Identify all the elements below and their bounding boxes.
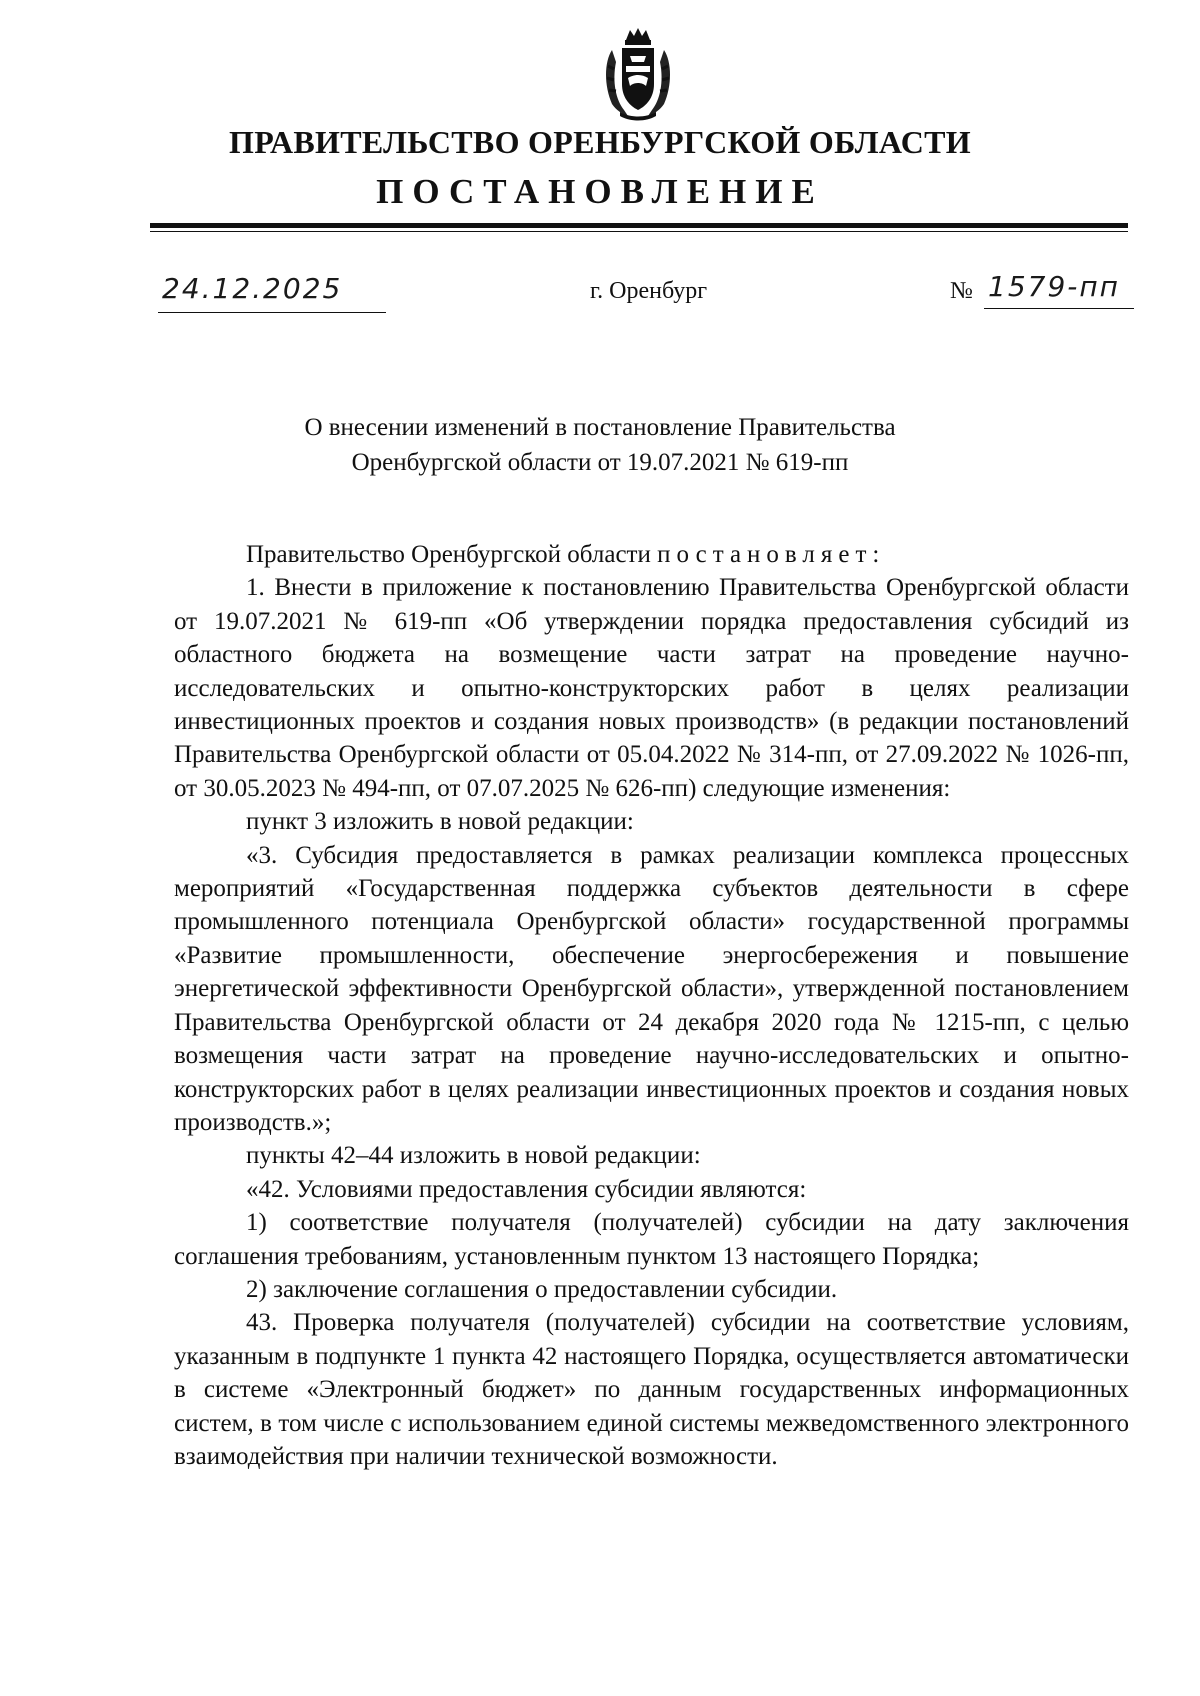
coat-of-arms-icon bbox=[598, 26, 678, 122]
government-title: ПРАВИТЕЛЬСТВО ОРЕНБУРГСКОЙ ОБЛАСТИ bbox=[229, 124, 971, 160]
subject-line-2: Оренбургской области от 19.07.2021 № 619-пп bbox=[351, 449, 849, 476]
date-field bbox=[158, 272, 386, 313]
paragraph-4: пункты 42–44 изложить в новой редакции: bbox=[246, 1142, 701, 1170]
paragraph-8: 43. Проверка получателя (получателей) субсидии на соответствие условиям, указанным в подпункте 1 пункта 42 настоящего Порядка, осуществляется автоматически в системе «Электронный бюджет» по данным государственных информационных систем, в том числе с использованием единой системы межведомственного электронного взаимодействия при наличии технической возможности. bbox=[174, 1309, 1129, 1470]
header-divider bbox=[150, 223, 1128, 228]
paragraph-7: 2) заключение соглашения о предоставлении субсидии. bbox=[246, 1275, 838, 1303]
document-type: ПОСТАНОВЛЕНИЕ bbox=[376, 172, 824, 211]
paragraph-2: пункт 3 изложить в новой редакции: bbox=[246, 808, 634, 836]
paragraph-5: «42. Условиями предоставления субсидии являются: bbox=[246, 1175, 807, 1203]
document-number-field bbox=[950, 272, 1140, 312]
number-sign: № bbox=[950, 278, 973, 304]
city: г. Оренбург bbox=[590, 278, 708, 304]
header-divider-thin bbox=[150, 231, 1128, 232]
paragraph-1: 1. Внести в приложение к постановлению Правительства Оренбургской области от 19.07.2021 № 619-пп «Об утверждении порядка предоставления субсидий из областного бюджета на возмещение части затрат на проведение научно-исследовательских и опытно-конструкторских работ в целях реализации инвестиционных проектов и создания новых производств» (в редакции постановлений Правительства Оренбургской области от 05.04.2022 № 314-пп, от 27.09.2022 № 1026-пп, от 30.05.2023 № 494-пп, от 07.07.2025 № 626-пп) следующие изменения: bbox=[174, 574, 1129, 802]
intro-verb: постановляет: bbox=[657, 541, 886, 568]
handwritten-date: 24.12.2025 bbox=[162, 272, 343, 305]
number-underline bbox=[984, 272, 1134, 309]
document-body bbox=[174, 538, 1129, 1473]
document-subject bbox=[0, 410, 1200, 480]
subject-line-1: О внесении изменений в постановление Правительства bbox=[304, 414, 896, 441]
intro-text: Правительство Оренбургской области bbox=[246, 541, 651, 568]
handwritten-number: 1579-пп bbox=[988, 270, 1120, 303]
paragraph-6: 1) соответствие получателя (получателей) субсидии на дату заключения соглашения требованиям, установленным пунктом 13 настоящего Порядка; bbox=[174, 1209, 1129, 1270]
paragraph-3: «3. Субсидия предоставляется в рамках реализации комплекса процессных мероприятий «Государственная поддержка субъектов деятельности в сфере промышленного потенциала Оренбургской области» государственной программы «Развитие промышленности, обеспечение энергосбережения и повышение энергетической эффективности Оренбургской области», утвержденной постановлением Правительства Оренбургской области от 24 декабря 2020 года № 1215-пп, с целью возмещения части затрат на проведение научно-исследовательских и опытно-конструкторских работ в целях реализации инвестиционных проектов и создания новых производств.»; bbox=[174, 841, 1129, 1136]
intro-paragraph bbox=[174, 538, 1129, 571]
